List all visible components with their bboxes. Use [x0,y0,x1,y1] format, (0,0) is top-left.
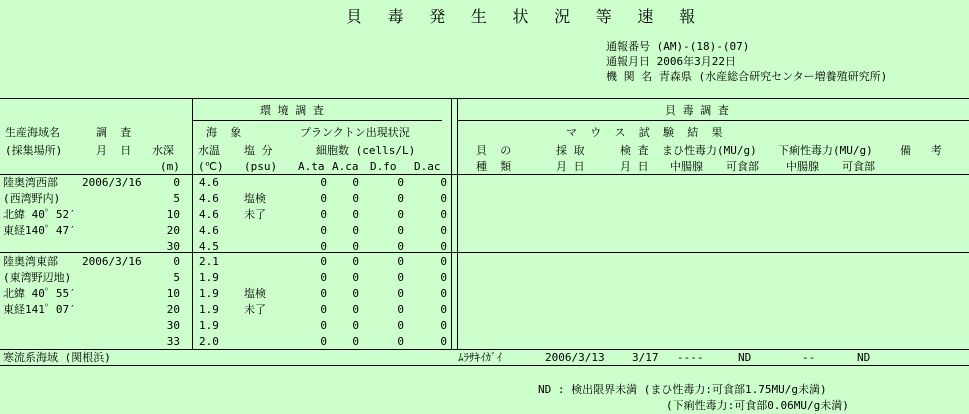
temp-unit: (℃) [198,160,224,173]
sampling-heading: 採 取 [556,144,585,157]
station-1-row-1-p3: 0 [440,176,447,189]
cold-current-species: ﾑﾗｻｷｲｶﾞｲ [458,351,502,364]
station-2-row-1-p0: 0 [320,255,327,268]
ocean-heading: 海 象 [206,126,242,139]
cold-current-psp-gland: ---- [677,351,704,364]
station-1-row-3-p0: 0 [320,208,327,221]
cold-current-dsp-gland: -- [802,351,816,364]
station-2-row-3-p1: 0 [352,287,359,300]
station-1-row-1-depth: 0 [173,176,180,189]
station-1-row-4-area: 東経140゜47′ [3,224,76,237]
station-2-row-4-depth: 20 [166,303,180,316]
station-1-row-1-p1: 0 [352,176,359,189]
station-1-row-4-temp: 4.6 [199,224,219,237]
station-2-row-4-temp: 1.9 [199,303,219,316]
depth-heading: 水深 [152,144,174,157]
env-survey-heading: 環 境 調 査 [260,104,324,117]
station-1-row-2-area: (西湾野内) [3,192,61,205]
station-1-row-4-p3: 0 [440,224,447,237]
station-2-row-2-p3: 0 [440,271,447,284]
station-2-row-6-temp: 2.0 [199,335,219,348]
station-2-row-3-depth: 10 [166,287,180,300]
station-2-row-5-p2: 0 [397,319,404,332]
vline-env-left [192,98,193,350]
test-date-heading: 月 日 [620,160,649,173]
station-1-row-4-p1: 0 [352,224,359,237]
plankton-species-3: D.fo [370,160,397,173]
vline-toxin-left [457,98,458,350]
station-1-row-3-depth: 10 [166,208,180,221]
station-2-row-6-p2: 0 [397,335,404,348]
remarks-heading: 備 考 [900,144,942,157]
station-1-row-2-p1: 0 [352,192,359,205]
station-2-row-3-area: 北緯 40゜55′ [3,287,76,300]
station-2-row-6-p3: 0 [440,335,447,348]
station-1-row-2-sal: 塩検 [244,192,266,205]
station-1-row-4-p2: 0 [397,224,404,237]
rule-header-bottom [0,174,969,175]
station-2-row-1-p1: 0 [352,255,359,268]
station-2-row-2-p2: 0 [397,271,404,284]
station-2-row-3-temp: 1.9 [199,287,219,300]
dsp-edible-heading: 可食部 [842,160,875,173]
station-1-row-5-p3: 0 [440,240,447,253]
psp-heading: まひ性毒力(MU/g) [662,144,757,157]
cold-current-sampling-date: 2006/3/13 [545,351,605,364]
station-2-row-6-p0: 0 [320,335,327,348]
area-subheading: (採集場所) [5,144,63,157]
survey-date-heading: 月 日 [96,144,132,157]
salinity-unit: (psu) [244,160,278,173]
rule-env-group [192,120,442,121]
vline-env-right [451,98,452,350]
station-1-row-4-p0: 0 [320,224,327,237]
rule-top [0,98,969,99]
footnote-line-2: (下痢性毒力:可食部0.06MU/g未満) [666,399,849,412]
station-1-row-3-p2: 0 [397,208,404,221]
station-1-row-1-temp: 4.6 [199,176,219,189]
station-1-row-5-depth: 30 [166,240,180,253]
reporting-agency: 機 関 名 青森県 (水産総合研究センター増養殖研究所) [606,70,888,83]
rule-toxin-group [458,120,969,121]
shellfish-heading: 貝 の [476,144,512,157]
rule-stations-bottom [0,349,969,350]
station-1-row-5-p2: 0 [397,240,404,253]
station-2-row-2-p0: 0 [320,271,327,284]
station-1-row-2-p2: 0 [397,192,404,205]
plankton-heading: プランクトン出現状況 [300,126,410,139]
station-2-row-4-p2: 0 [397,303,404,316]
station-1-row-5-p1: 0 [352,240,359,253]
station-1-row-3-sal: 未了 [244,208,266,221]
test-heading: 検 査 [620,144,649,157]
station-1-row-2-p0: 0 [320,192,327,205]
station-2-row-5-p0: 0 [320,319,327,332]
station-2-row-5-depth: 30 [166,319,180,332]
report-date: 通報月日 2006年3月22日 [606,55,736,68]
salinity-heading: 塩 分 [244,144,273,157]
station-1-row-1-date: 2006/3/16 [82,176,142,189]
psp-edible-heading: 可食部 [726,160,759,173]
station-2-row-1-temp: 2.1 [199,255,219,268]
station-2-row-6-p1: 0 [352,335,359,348]
station-2-row-5-p1: 0 [352,319,359,332]
plankton-species-1: A.ta [298,160,325,173]
station-2-row-1-p2: 0 [397,255,404,268]
station-1-row-1-p2: 0 [397,176,404,189]
station-1-row-4-depth: 20 [166,224,180,237]
station-2-row-4-p1: 0 [352,303,359,316]
station-1-row-2-p3: 0 [440,192,447,205]
station-2-row-3-p0: 0 [320,287,327,300]
station-2-row-1-depth: 0 [173,255,180,268]
survey-heading: 調 査 [96,126,132,139]
station-2-row-2-area: (東湾野辺地) [3,271,72,284]
station-1-row-5-temp: 4.5 [199,240,219,253]
station-1-row-5-p0: 0 [320,240,327,253]
temp-heading: 水温 [198,144,220,157]
station-1-row-1-area: 陸奥湾西部 [3,176,58,189]
station-1-row-1-p0: 0 [320,176,327,189]
toxin-survey-heading: 貝 毒 調 査 [665,104,729,117]
station-2-row-3-sal: 塩検 [244,287,266,300]
psp-gland-heading: 中腸腺 [670,160,703,173]
station-2-row-4-p0: 0 [320,303,327,316]
shellfish-type-heading: 種 類 [476,160,512,173]
report-title: 貝 毒 発 生 状 況 等 速 報 [346,7,704,26]
station-2-row-3-p3: 0 [440,287,447,300]
cold-current-test-date: 3/17 [632,351,659,364]
cold-current-dsp-edible: ND [857,351,871,364]
station-2-row-2-p1: 0 [352,271,359,284]
station-1-row-3-p3: 0 [440,208,447,221]
dsp-gland-heading: 中腸腺 [786,160,819,173]
station-2-row-2-temp: 1.9 [199,271,219,284]
cell-count-heading: 細胞数 (cells/L) [316,144,416,157]
sampling-date-heading: 月 日 [556,160,585,173]
station-1-row-3-p1: 0 [352,208,359,221]
dsp-heading: 下痢性毒力(MU/g) [778,144,873,157]
cold-current-psp-edible: ND [738,351,752,364]
report-number: 通報番号 (AM)-(18)-(07) [606,40,750,53]
station-2-row-2-depth: 5 [173,271,180,284]
cold-current-area: 寒流系海域 (関根浜) [3,351,111,364]
station-2-row-1-area: 陸奥湾東部 [3,255,58,268]
station-2-row-6-depth: 33 [166,335,180,348]
rule-table-bottom [0,365,969,366]
depth-unit: (m) [160,160,180,173]
station-2-row-4-area: 東経141゜07′ [3,303,76,316]
station-2-row-1-date: 2006/3/16 [82,255,142,268]
footnote-line-1: ND : 検出限界未満 (まひ性毒力:可食部1.75MU/g未満) [538,383,827,396]
station-1-row-2-temp: 4.6 [199,192,219,205]
station-2-row-5-p3: 0 [440,319,447,332]
station-2-row-3-p2: 0 [397,287,404,300]
station-2-row-4-p3: 0 [440,303,447,316]
mouse-test-heading: マ ウ ス 試 験 結 果 [566,126,723,139]
station-2-row-1-p3: 0 [440,255,447,268]
station-1-row-3-area: 北緯 40゜52′ [3,208,76,221]
station-1-row-2-depth: 5 [173,192,180,205]
plankton-species-2: A.ca [332,160,359,173]
station-1-row-3-temp: 4.6 [199,208,219,221]
plankton-species-4: D.ac [414,160,441,173]
area-heading: 生産海域名 [5,126,60,139]
station-2-row-5-temp: 1.9 [199,319,219,332]
station-2-row-4-sal: 未了 [244,303,266,316]
